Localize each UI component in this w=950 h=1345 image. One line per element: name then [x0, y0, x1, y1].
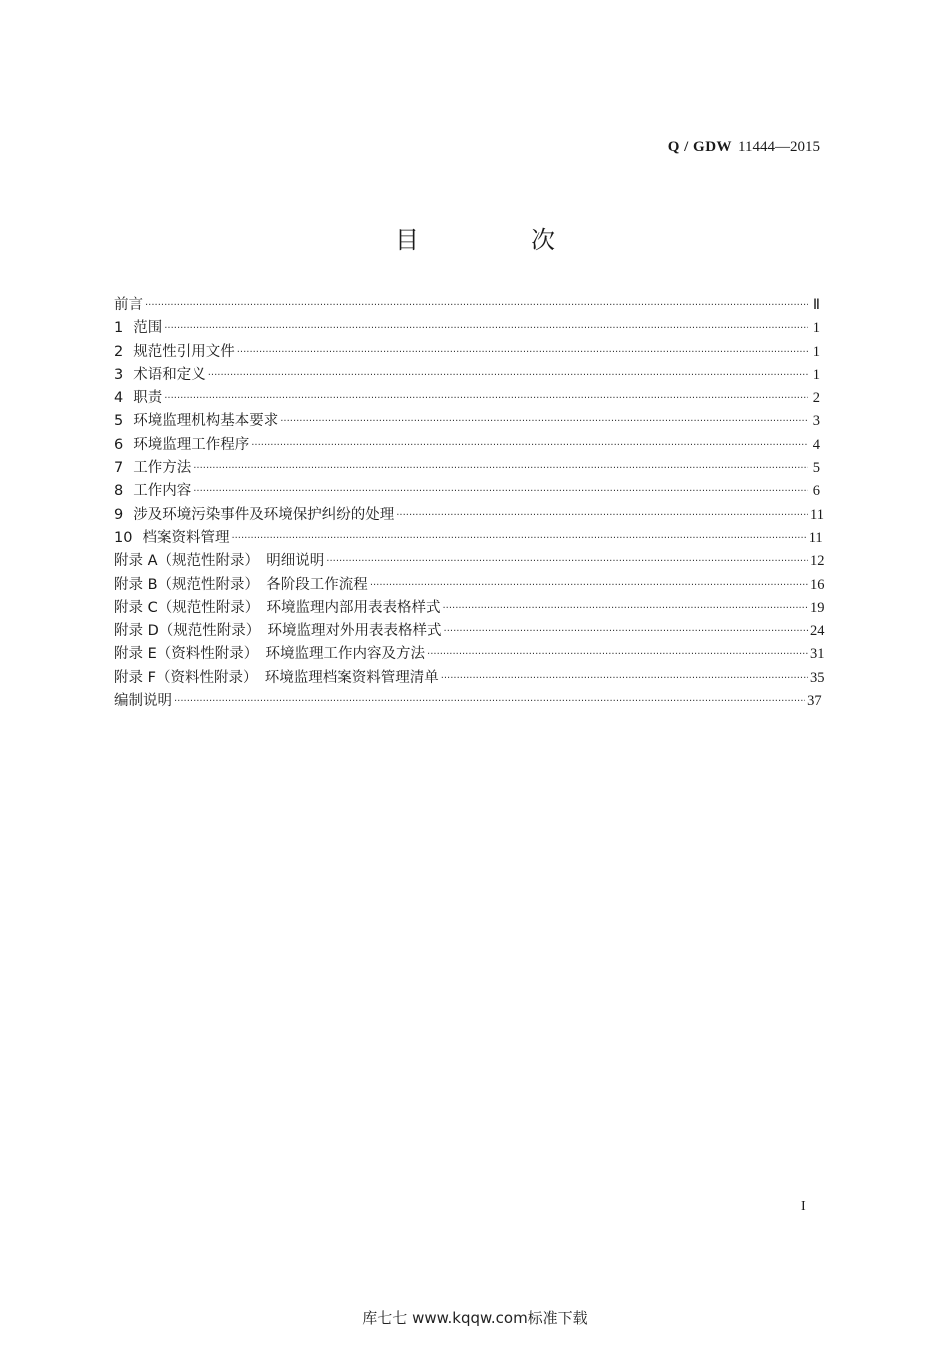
- toc-title: 目 次: [395, 226, 599, 254]
- standard-number: 11444—2015: [738, 139, 820, 155]
- toc-entry-number: 2: [114, 343, 124, 360]
- toc-entry-label: 编制说明: [114, 693, 172, 710]
- toc-entry-label: 工作方法: [133, 460, 192, 477]
- page-number: I: [801, 1199, 806, 1214]
- toc-entry-number: 9: [114, 506, 124, 523]
- toc-entry-page: 12: [810, 553, 825, 570]
- toc-dot-leader: [174, 690, 805, 713]
- toc-entry-label: 附录 B（规范性附录） 各阶段工作流程: [114, 576, 368, 593]
- toc-entry-page: 6: [812, 483, 820, 500]
- toc-entry[interactable]: [114, 317, 820, 340]
- toc-entry-number: 7: [114, 460, 124, 477]
- toc-dot-leader: [208, 364, 808, 387]
- toc-entry-label: 附录 F（资料性附录） 环境监理档案资料管理清单: [114, 669, 439, 686]
- toc-entry[interactable]: [114, 667, 825, 690]
- toc-dot-leader: [193, 480, 808, 503]
- toc-entry[interactable]: [114, 574, 825, 597]
- toc-entry-page: 3: [812, 413, 820, 430]
- toc-entry-label: 规范性引用文件: [133, 343, 235, 360]
- toc-entry[interactable]: [114, 550, 825, 573]
- toc-entry-label: 附录 A（规范性附录） 明细说明: [114, 553, 325, 570]
- toc-entry[interactable]: [114, 690, 820, 713]
- toc-entry-page: 11: [810, 506, 824, 523]
- toc-dot-leader: [237, 341, 808, 364]
- toc-entry[interactable]: [114, 341, 820, 364]
- toc-entry-page: 1: [812, 320, 820, 337]
- toc-entry-label: 档案资料管理: [142, 529, 230, 546]
- toc-dot-leader: [164, 387, 808, 410]
- toc-entry-label: 范围: [133, 320, 163, 337]
- toc-entry-number: 4: [114, 390, 124, 407]
- toc-entry-label: 附录 C（规范性附录） 环境监理内部用表表格样式: [114, 599, 441, 616]
- toc-entry-page: 1: [812, 366, 820, 383]
- toc-entry-number: 3: [114, 366, 124, 383]
- toc-list: [114, 294, 825, 713]
- toc-dot-leader: [444, 620, 808, 643]
- toc-entry-label: 环境监理机构基本要求: [133, 413, 279, 430]
- footer-watermark: 库七七 www.kqqw.com标准下载: [362, 1309, 588, 1327]
- toc-dot-leader: [145, 294, 808, 317]
- toc-dot-leader: [441, 667, 808, 690]
- toc-entry-page: 5: [812, 460, 820, 477]
- toc-entry[interactable]: [114, 410, 820, 433]
- toc-entry-number: 1: [114, 320, 124, 337]
- toc-dot-leader: [427, 643, 808, 666]
- toc-dot-leader: [370, 574, 808, 597]
- toc-entry-label: 涉及环境污染事件及环境保护纠纷的处理: [133, 506, 395, 523]
- toc-entry-number: 8: [114, 483, 124, 500]
- toc-entry-number: 10: [114, 529, 133, 546]
- standard-prefix: Q / GDW: [667, 139, 733, 155]
- toc-dot-leader: [164, 317, 808, 340]
- toc-entry-label: 附录 E（资料性附录） 环境监理工作内容及方法: [114, 646, 426, 663]
- toc-entry-label: 术语和定义: [133, 366, 206, 383]
- toc-entry[interactable]: [114, 643, 825, 666]
- toc-entry-page: 35: [810, 669, 825, 686]
- toc-entry[interactable]: [114, 480, 820, 503]
- toc-entry[interactable]: [114, 457, 820, 480]
- toc-entry-label: 工作内容: [133, 483, 192, 500]
- toc-entry[interactable]: [114, 504, 824, 527]
- toc-dot-leader: [326, 550, 808, 573]
- toc-entry-label: 职责: [133, 390, 163, 407]
- toc-dot-leader: [231, 527, 806, 550]
- toc-entry[interactable]: [114, 620, 825, 643]
- toc-entry[interactable]: [114, 527, 823, 550]
- toc-entry-page: 19: [810, 599, 825, 616]
- toc-entry-page: 4: [812, 436, 820, 453]
- toc-entry-page: 2: [812, 390, 820, 407]
- toc-entry-page: 1: [812, 343, 820, 360]
- toc-entry-label: 环境监理工作程序: [133, 436, 250, 453]
- toc-entry-page: 16: [810, 576, 825, 593]
- toc-entry-number: 6: [114, 436, 124, 453]
- toc-dot-leader: [251, 434, 808, 457]
- toc-entry-page: 11: [808, 529, 823, 546]
- standard-code: [668, 139, 820, 156]
- toc-entry[interactable]: [114, 434, 820, 457]
- toc-entry[interactable]: [114, 294, 820, 317]
- toc-entry-page: 31: [810, 646, 825, 663]
- toc-entry[interactable]: [114, 387, 820, 410]
- toc-entry[interactable]: [114, 364, 820, 387]
- toc-entry-page: 37: [807, 693, 822, 710]
- toc-entry-page: 24: [810, 623, 825, 640]
- toc-dot-leader: [396, 504, 808, 527]
- toc-entry-page: Ⅱ: [812, 297, 820, 313]
- toc-dot-leader: [280, 410, 808, 433]
- toc-entry-number: 5: [114, 413, 124, 430]
- toc-entry[interactable]: [114, 597, 825, 620]
- toc-entry-label: 前言: [114, 297, 143, 313]
- toc-dot-leader: [442, 597, 808, 620]
- toc-dot-leader: [193, 457, 808, 480]
- toc-entry-label: 附录 D（规范性附录） 环境监理对外用表表格样式: [114, 623, 442, 640]
